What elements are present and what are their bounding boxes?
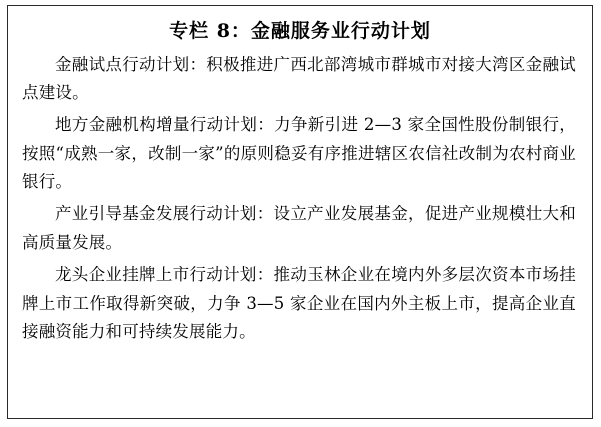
page-title: 专栏 8：金融服务业行动计划 [169,20,431,42]
paragraph: 龙头企业挂牌上市行动计划：推动玉林企业在境内外多层次资本市场挂牌上市工作取得新突破，力争 3—5 家企业在国内外主板上市，提高企业直接融资能力和可持续发展能力。 [22,265,576,341]
paragraph: 金融试点行动计划：积极推进广西北部湾城市群城市对接大湾区金融试点建设。 [22,54,576,102]
document-panel [7,5,593,419]
paragraph: 产业引导基金发展行动计划：设立产业发展基金，促进产业规模壮大和高质量发展。 [22,204,576,252]
paragraph: 地方金融机构增量行动计划：力争新引进 2—3 家全国性股份制银行，按照“成熟一家，改制一家”的原则稳妥有序推进辖区农信社改制为农村商业银行。 [22,115,576,192]
document-body [8,51,592,347]
